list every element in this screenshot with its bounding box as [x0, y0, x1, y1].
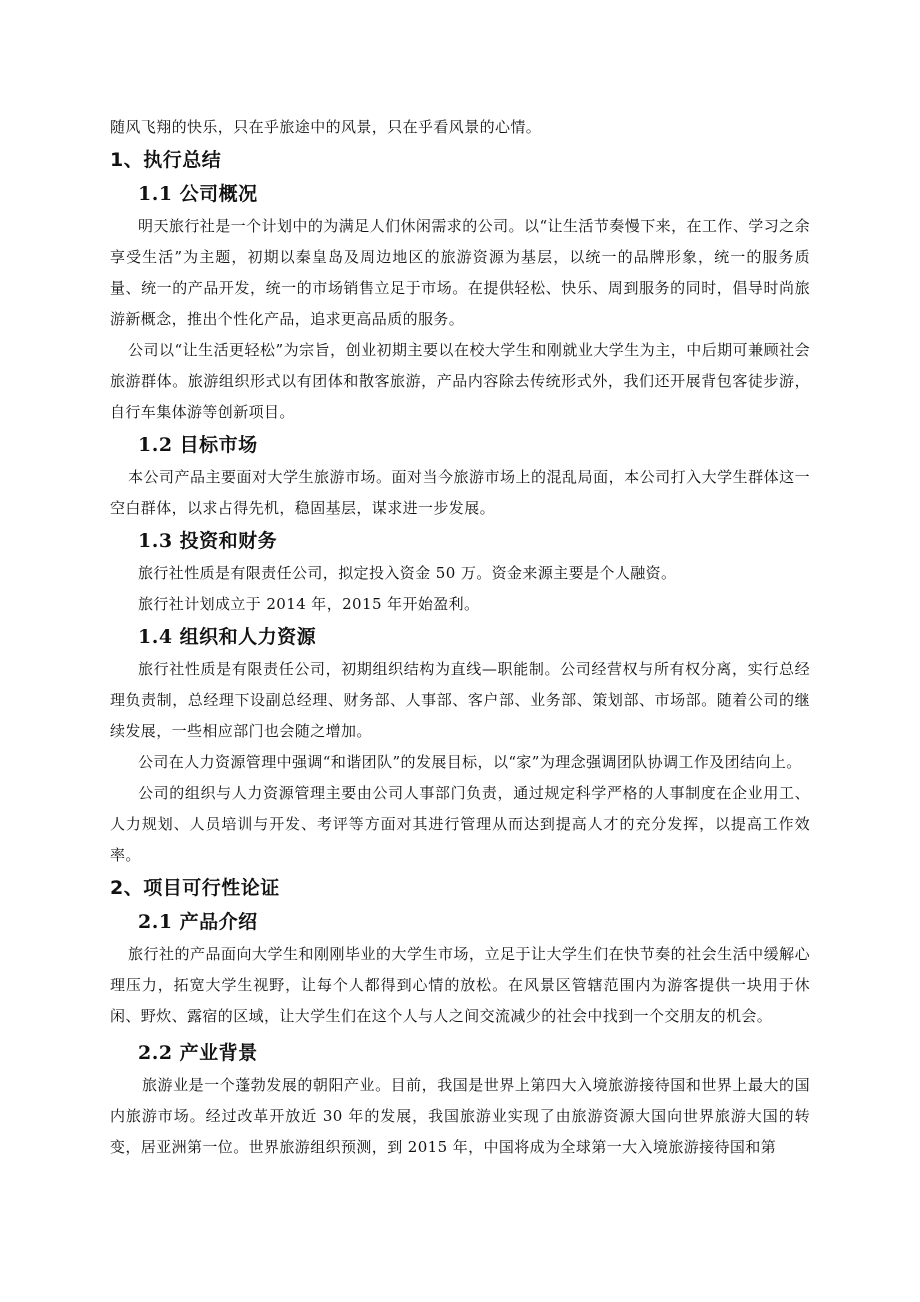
- paragraph-investment-1: 旅行社性质是有限责任公司，拟定投入资金 50 万。资金来源主要是个人融资。: [138, 564, 677, 582]
- paragraph-company-overview-1: 明天旅行社是一个计划中的为满足人们休闲需求的公司。以“让生活节奏慢下来，在工作、学习之余享受生活”为主题，初期以秦皇岛及周边地区的旅游资源为基层，以统一的品牌形象，统一的服务质量、统一的产品开发，统一的市场销售立足于市场。在提供轻松、快乐、周到服务的同时，倡导时尚旅游新概念，推出个性化产品，追求更高品质的服务。: [110, 217, 810, 328]
- heading-product-intro: 2.1 产品介绍: [138, 911, 258, 933]
- paragraph-investment-2: 旅行社计划成立于 2014 年，2015 年开始盈利。: [138, 595, 480, 613]
- heading-target-market: 1.2 目标市场: [138, 434, 258, 456]
- paragraph-organization-2: 公司在人力资源管理中强调“和谐团队”的发展目标，以“家”为理念强调团队协调工作及团结向上。: [138, 753, 802, 771]
- heading-industry-background: 2.2 产业背景: [138, 1042, 258, 1064]
- heading-1-executive-summary: 1、执行总结: [110, 149, 222, 171]
- heading-1-feasibility: 2、项目可行性论证: [110, 877, 280, 899]
- heading-investment-finance: 1.3 投资和财务: [138, 530, 278, 552]
- paragraph-target-market: 本公司产品主要面对大学生旅游市场。面对当今旅游市场上的混乱局面，本公司打入大学生群体这一空白群体，以求占得先机，稳固基层，谋求进一步发展。: [110, 468, 810, 517]
- paragraph-organization-1: 旅行社性质是有限责任公司，初期组织结构为直线—职能制。公司经营权与所有权分离，实行总经理负责制，总经理下设副总经理、财务部、人事部、客户部、业务部、策划部、市场部。随着公司的继续发展，一些相应部门也会随之增加。: [110, 660, 810, 740]
- heading-organization-hr: 1.4 组织和人力资源: [138, 626, 317, 648]
- document-body: [110, 112, 810, 1163]
- paragraph-organization-3: 公司的组织与人力资源管理主要由公司人事部门负责，通过规定科学严格的人事制度在企业用工、人力规划、人员培训与开发、考评等方面对其进行管理从而达到提高人才的充分发挥，以提高工作效率。: [110, 784, 810, 864]
- paragraph-product-intro: 旅行社的产品面向大学生和刚刚毕业的大学生市场，立足于让大学生们在快节奏的社会生活中缓解心理压力，拓宽大学生视野，让每个人都得到心情的放松。在风景区管辖范围内为游客提供一块用于休闲、野炊、露宿的区域，让大学生们在这个人与人之间交流减少的社会中找到一个交朋友的机会。: [110, 945, 810, 1025]
- paragraph-company-overview-2: 公司以“让生活更轻松”为宗旨，创业初期主要以在校大学生和刚就业大学生为主，中后期可兼顾社会旅游群体。旅游组织形式以有团体和散客旅游，产品内容除去传统形式外，我们还开展背包客徒步游，自行车集体游等创新项目。: [110, 341, 810, 421]
- heading-company-overview: 1.1 公司概况: [138, 183, 258, 205]
- paragraph-industry-background: 旅游业是一个蓬勃发展的朝阳产业。目前，我国是世界上第四大入境旅游接待国和世界上最大的国内旅游市场。经过改革开放近 30 年的发展，我国旅游业实现了由旅游资源大国向世界旅游大国的转变，居亚洲第一位。世界旅游组织预测，到 2015 年，中国将成为全球第一大入境旅游接待国和第: [110, 1076, 810, 1156]
- intro-line: 随风飞翔的快乐，只在乎旅途中的风景，只在乎看风景的心情。: [110, 118, 542, 136]
